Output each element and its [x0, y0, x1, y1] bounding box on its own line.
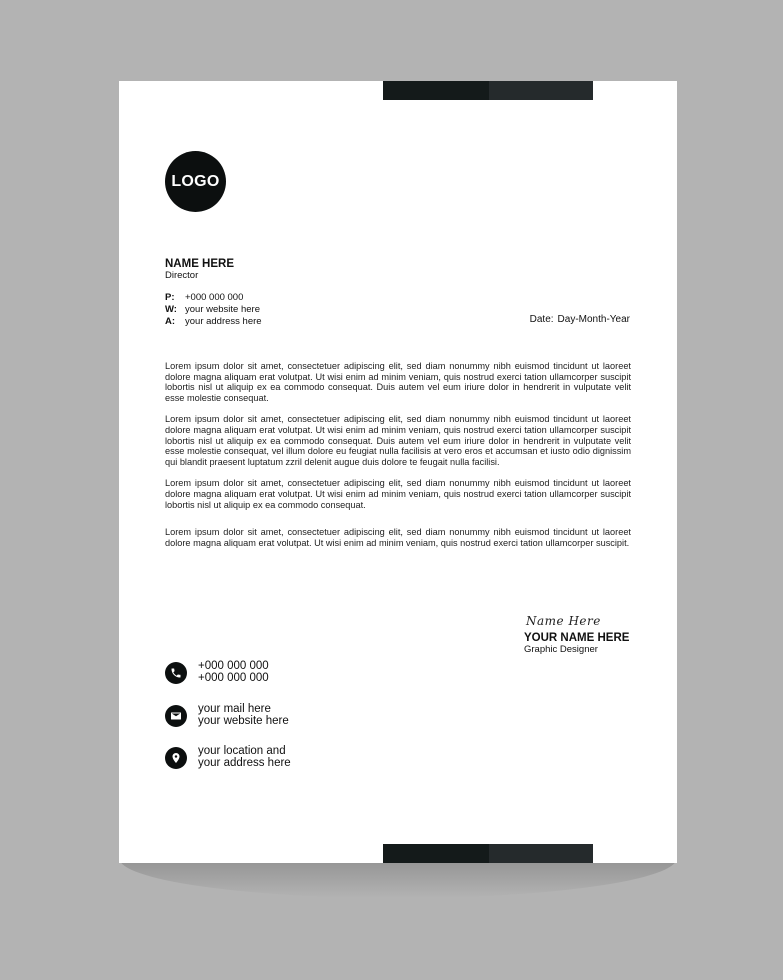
- phone-icon: [165, 662, 187, 684]
- top-accent-band: [383, 81, 593, 100]
- date-label: Date:: [529, 314, 554, 325]
- location-pin-icon: [165, 747, 187, 769]
- sender-role: Director: [165, 270, 199, 281]
- body-paragraph: Lorem ipsum dolor sit amet, consectetuer adipiscing elit, sed diam nonummy nibh euismod tincidunt ut laoreet dolore magna aliquam erat volutpat. Ut wisi enim ad minim veniam, quis nostrud exerci tation ullamcorper suscipit lobortis nisl ut aliquip ex ea commodo consequat.: [165, 478, 631, 510]
- footer-phone: +000 000 000 +000 000 000: [165, 661, 269, 684]
- logo-text: LOGO: [171, 172, 220, 190]
- handwritten-signature: Name Here: [526, 614, 601, 628]
- logo: [165, 151, 226, 212]
- contact-website: W: your website here: [165, 304, 260, 315]
- signature-title: Graphic Designer: [524, 644, 598, 655]
- bottom-accent-band: [383, 844, 593, 863]
- sender-contacts: [165, 292, 262, 328]
- date-value: Day-Month-Year: [557, 314, 630, 325]
- letter-body: [165, 361, 631, 548]
- contact-address: A: your address here: [165, 316, 262, 327]
- body-paragraph: Lorem ipsum dolor sit amet, consectetuer adipiscing elit, sed diam nonummy nibh euismod tincidunt ut laoreet dolore magna aliquam erat volutpat. Ut wisi enim ad minim veniam, quis nostrud exerci tation ullamcorper suscipit lobortis nisl ut aliquip ex ea commodo consequat. Duis autem vel eum iriure dolor in hendrerit in vulputate velit esse molestie consequat.: [165, 361, 631, 403]
- contact-phone: P: +000 000 000: [165, 292, 244, 303]
- paper-shadow: [119, 858, 677, 898]
- letterhead-sheet: [119, 81, 677, 863]
- footer-location: your location and your address here: [165, 746, 291, 769]
- footer-mail: your mail here your website here: [165, 704, 289, 727]
- letter-date: [530, 314, 630, 325]
- sender-name: NAME HERE: [165, 258, 235, 270]
- signature-block: [524, 614, 630, 655]
- signature-name: YOUR NAME HERE: [524, 632, 630, 644]
- mail-icon: [165, 705, 187, 727]
- body-paragraph: Lorem ipsum dolor sit amet, consectetuer adipiscing elit, sed diam nonummy nibh euismod tincidunt ut laoreet dolore magna aliquam erat volutpat. Ut wisi enim ad minim veniam, quis nostrud exerci tation ullamcorper suscipit.: [165, 527, 631, 548]
- body-paragraph: Lorem ipsum dolor sit amet, consectetuer adipiscing elit, sed diam nonummy nibh euismod tincidunt ut laoreet dolore magna aliquam erat volutpat. Ut wisi enim ad minim veniam, quis nostrud exerci tation ullamcorper suscipit lobortis nisl ut aliquip ex ea commodo consequat. Duis autem vel eum iriure dolor in hendrerit in vulputate velit esse molestie consequat, vel illum dolore eu feugiat nulla facilisis at vero eros et accumsan et iusto odio dignissim qui blandit praesent luptatum zzril delenit augue duis dolore te feugait nulla facilisi.: [165, 414, 631, 467]
